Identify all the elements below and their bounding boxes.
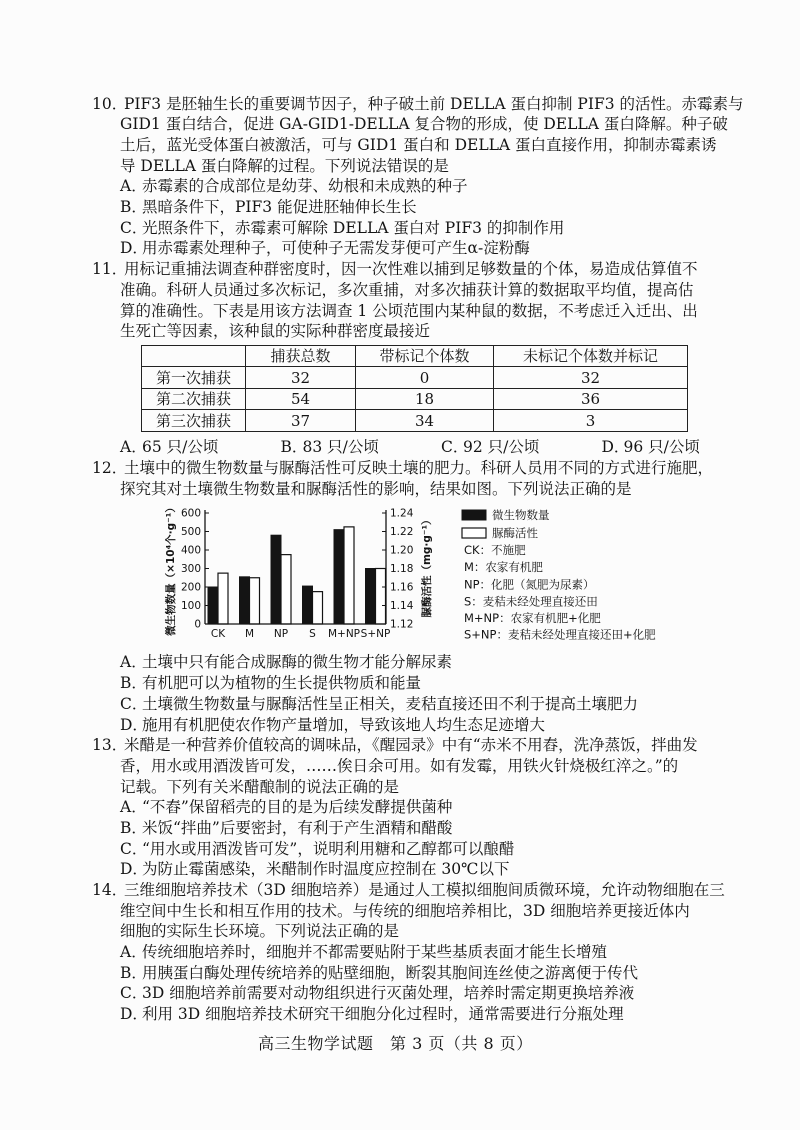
question-stem-line: 生死亡等因素，该种鼠的实际种群密度最接近 [120,322,431,341]
question-stem-line [0,458,800,479]
legend-note: M+NP：农家有机肥+化肥 [464,611,601,626]
option-label: B． [120,818,147,837]
legend-label-urease-activity: 脲酶活性 [492,526,538,541]
bar-urease-activity-S [313,592,323,624]
option-c [0,839,800,860]
option-d [0,715,800,736]
question-13 [0,735,800,880]
y-right-tick-label: 1.22 [390,526,414,539]
x-category-label: S+NP [360,628,391,641]
table-row [142,410,688,432]
option-b [0,197,800,218]
bar-urease-activity-M [250,578,260,624]
table-cell: 18 [356,388,494,410]
table-row-header: 第一次捕获 [142,367,246,389]
x-category-label: CK [210,628,226,641]
question-stem-line: 探究其对土壤微生物数量和脲酶活性的影响，结果如图。下列说法正确的是 [120,479,632,498]
table-cell: 32 [246,367,356,389]
bar-microbe-count-NP [271,536,281,625]
y-left-tick-label: 600 [180,507,201,520]
option-b [0,818,800,839]
option-label: C． [120,984,148,1003]
option-text: “用水或用酒泼皆可发”，说明利用糖和乙醇都可以酿醋 [142,839,515,858]
bar-microbe-count-M [240,577,250,624]
y-left-tick-label: 0 [194,618,201,631]
chart-canvas [0,499,800,652]
option-label: B． [120,963,147,982]
option-text: 黑暗条件下，PIF3 能促进胚轴伸长生长 [142,198,417,217]
y-left-tick-label: 100 [180,600,201,613]
options-row [0,437,800,458]
option-text: 米饭“拌曲”后要密封，有利于产生酒精和醋酸 [142,818,453,837]
option-text: 赤霉素的合成部位是幼芽、幼根和未成熟的种子 [142,177,468,196]
option-a [0,942,800,963]
table-row-header: 第三次捕获 [142,410,246,432]
table-header-cell: 捕获总数 [246,345,356,367]
option-label: C． [120,839,148,858]
question-stem-text: 土壤中的微生物数量与脲酶活性可反映土壤的肥力。科研人员用不同的方式进行施肥， [124,459,714,478]
legend-note: CK：不施肥 [464,543,526,558]
question-stem-line [0,259,800,280]
option-d [0,859,800,880]
option-label: A． [120,177,147,196]
capture-data-table [141,345,688,432]
legend-note: S：麦秸未经处理直接还田 [464,594,598,609]
option-label: D． [120,715,148,734]
legend-note: M：农家有机肥 [464,560,543,575]
option-text: 有机肥可以为植物的生长提供物质和能量 [142,674,422,693]
question-stem-line: 土后，蓝光受体蛋白被激活，可与 GID1 蛋白和 DELLA 蛋白直接作用，抑制赤霉素诱 [120,136,717,155]
y-axis-right-title: 脲酶活性（mg·g⁻¹） [421,514,433,619]
option-text: 利用 3D 细胞培养技术研究干细胞分化过程时，通常需要进行分瓶处理 [142,1005,624,1024]
question-stem-text: 三维细胞培养技术（3D 细胞培养）是通过人工模拟细胞间质微环境，允许动物细胞在三 [124,881,725,900]
x-category-label: S [309,628,316,641]
x-category-label: NP [273,628,289,641]
option-label: A． [120,798,147,817]
question-stem-line: 准确。科研人员通过多次标记，多次重捕，对多次捕获计算的数据取平均值，提高估 [120,280,694,299]
table-header-cell: 带标记个体数 [356,345,494,367]
question-stem-text: 用标记重捕法调查种群密度时，因一次性难以捕到足够数量的个体，易造成估算值不 [124,260,698,279]
option-d [0,1004,800,1025]
legend-swatch-microbe-count [462,510,486,520]
table-row-header: 第二次捕获 [142,388,246,410]
legend-note: NP：化肥（氮肥为尿素） [464,577,595,592]
y-right-tick-label: 1.16 [390,581,414,594]
question-stem-line: GID1 蛋白结合，促进 GA-GID1-DELLA 复合物的形成，使 DELLA 蛋白降解。种子破 [120,115,728,134]
question-11 [0,259,800,458]
bar-urease-activity-S+NP [376,569,386,625]
table-header-row [142,345,688,367]
question-stem-line: 算的准确性。下表是用该方法调查 1 公顷范围内某种鼠的数据，不考虑迁入迁出、出 [120,301,698,320]
legend-note: S+NP：麦秸未经处理直接还田+化肥 [464,627,656,642]
question-10 [0,94,800,260]
table-cell: 32 [494,367,688,389]
option-label: A． [120,438,147,457]
option-c [0,983,800,1004]
y-right-tick-label: 1.12 [390,618,414,631]
option-text: 用赤霉素处理种子，可使种子无需发芽便可产生α-淀粉酶 [142,239,530,258]
question-stem-line: 记载。下列有关米醋酿制的说法正确的是 [120,777,400,796]
option-label: C． [441,438,469,457]
option-b [281,437,442,458]
option-label: D． [120,239,148,258]
bar-urease-activity-CK [218,574,228,625]
y-left-tick-label: 200 [180,581,201,594]
page-content [0,94,800,1025]
option-text: 96 只/公顷 [623,438,700,457]
fertilization-bar-chart [0,499,800,652]
option-a [0,797,800,818]
option-text: 65 只/公顷 [142,438,219,457]
y-right-tick-label: 1.20 [390,544,414,557]
bar-microbe-count-S+NP [366,569,376,625]
question-stem-line: 细胞的实际生长环境。下列说法正确的是 [120,922,400,941]
question-stem-line: 维空间中生长和相互作用的技术。与传统的细胞培养相比，3D 细胞培养更接近体内 [120,901,690,920]
bar-urease-activity-M+NP [344,527,354,624]
table-header-cell: 未标记个体数并标记 [494,345,688,367]
option-text: “不舂”保留稻壳的目的是为后续发酵提供菌种 [142,798,453,817]
question-number: 10． [92,94,128,113]
question-number: 11． [92,260,128,279]
question-12 [0,458,800,735]
legend-label-microbe-count: 微生物数量 [492,508,550,523]
option-a [120,437,281,458]
option-text: 为防止霉菌感染，米醋制作时温度应控制在 30℃以下 [142,860,510,879]
option-text: 3D 细胞培养前需要对动物组织进行灭菌处理，培养时需定期更换培养液 [142,984,635,1003]
option-text: 传统细胞培养时，细胞并不都需要贴附于某些基质表面才能生长增殖 [142,943,608,962]
page-footer: 高三生物学试题 第 3 页（共 8 页） [258,1034,533,1053]
question-14 [0,880,800,1025]
option-label: C． [120,694,148,713]
x-category-label: M [244,628,255,641]
option-c [441,437,602,458]
option-text: 光照条件下，赤霉素可解除 DELLA 蛋白对 PIF3 的抑制作用 [142,218,565,237]
option-label: D． [601,438,630,457]
table-row [142,388,688,410]
option-text: 土壤中只有能合成脲酶的微生物才能分解尿素 [142,653,453,672]
question-stem-text: 米醋是一种营养价值较高的调味品，《醒园录》中有“赤米不用舂，洗净蒸饭，拌曲发 [124,736,698,755]
option-label: D． [120,860,148,879]
option-c [0,218,800,239]
y-left-tick-label: 300 [180,563,201,576]
question-stem-line [0,880,800,901]
table-cell: 54 [246,388,356,410]
option-b [0,963,800,984]
option-a [0,652,800,673]
table-row [142,367,688,389]
y-right-tick-label: 1.14 [390,600,414,613]
option-label: B． [120,198,147,217]
bar-microbe-count-S [303,587,313,625]
table-cell: 0 [356,367,494,389]
y-right-tick-label: 1.24 [390,507,414,520]
option-label: C． [120,218,148,237]
option-text: 施用有机肥使农作物产量增加，导致该地人均生态足迹增大 [142,715,546,734]
table-corner-cell [142,345,246,367]
option-label: D． [120,1005,148,1024]
option-label: A． [120,653,147,672]
table-cell: 37 [246,410,356,432]
option-label: B． [280,438,308,457]
option-label: B． [120,674,147,693]
table-cell: 3 [494,410,688,432]
y-right-tick-label: 1.18 [390,563,414,576]
bar-microbe-count-M+NP [334,530,344,624]
question-stem-line [0,94,800,115]
table-cell: 34 [356,410,494,432]
question-number: 12． [92,459,128,478]
question-number: 13． [92,736,128,755]
option-label: A． [120,943,147,962]
y-left-tick-label: 500 [180,526,201,539]
option-text: 92 只/公顷 [463,438,540,457]
option-d [602,437,763,458]
option-c [0,694,800,715]
bar-microbe-count-CK [208,587,218,624]
question-stem-line: 导 DELLA 蛋白降解的过程。下列说法错误的是 [120,156,449,175]
question-stem-text: PIF3 是胚轴生长的重要调节因子，种子破土前 DELLA 蛋白抑制 PIF3 的活性。赤霉素与 [124,94,744,113]
question-number: 14． [92,881,128,900]
table-cell: 36 [494,388,688,410]
x-category-label: M+NP [327,628,361,641]
y-left-tick-label: 400 [180,544,201,557]
option-b [0,673,800,694]
y-axis-left-title: 微生物数量（×10⁴个·g⁻¹） [165,502,177,637]
option-text: 83 只/公顷 [302,438,379,457]
option-d [0,238,800,259]
legend-swatch-urease-activity [462,528,486,538]
question-stem-line: 香，用水或用酒泼皆可发，……俟日余可用。如有发霉，用铁火针烧极红淬之。”的 [120,756,679,775]
bar-urease-activity-NP [281,555,291,624]
option-a [0,176,800,197]
question-stem-line [0,735,800,756]
option-text: 土壤微生物数量与脲酶活性呈正相关，麦秸直接还田不利于提高土壤肥力 [142,694,639,713]
option-text: 用胰蛋白酶处理传统培养的贴壁细胞，断裂其胞间连丝使之游离便于传代 [142,963,639,982]
